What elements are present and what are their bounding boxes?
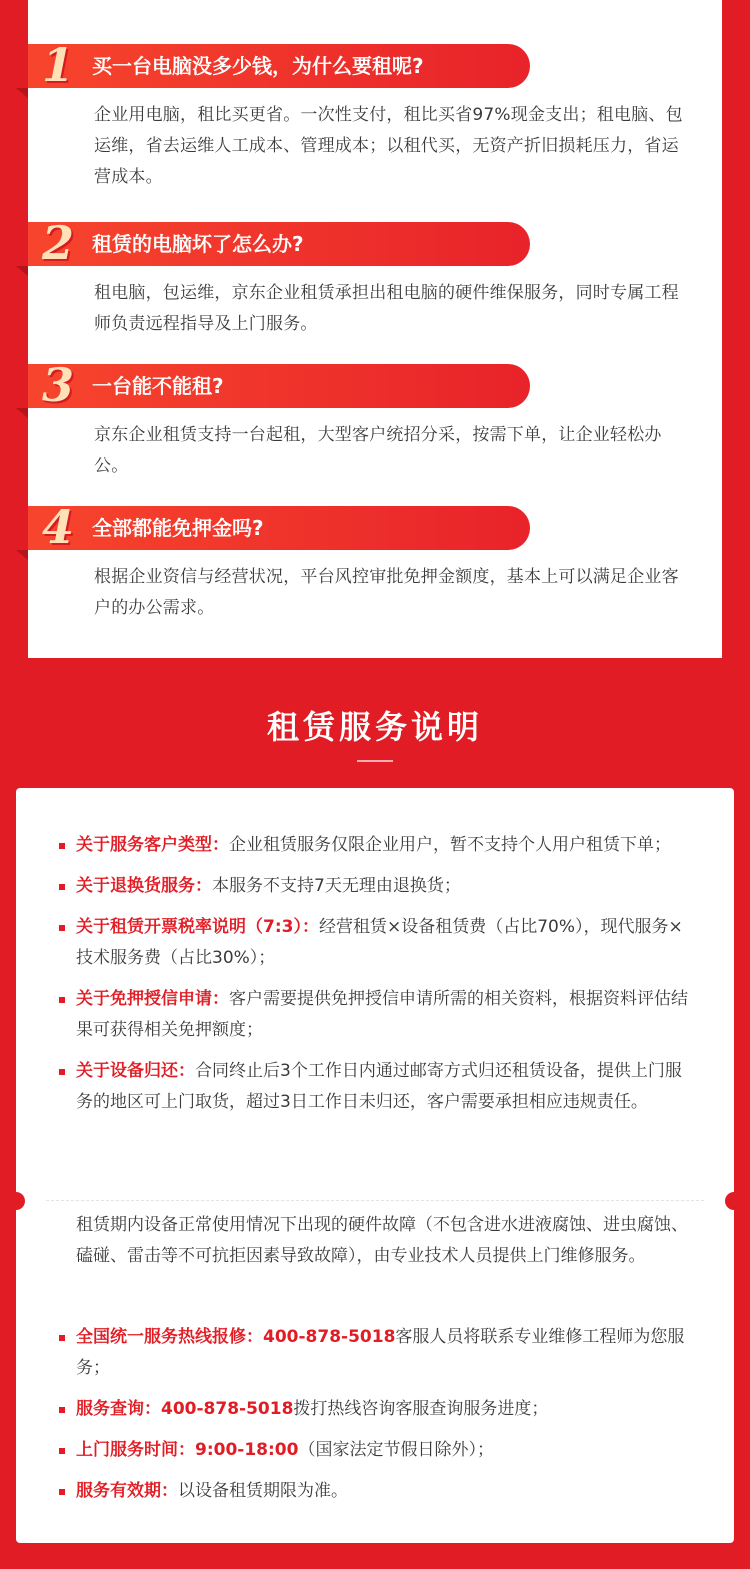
faq-item-3 xyxy=(28,358,722,482)
list-item xyxy=(76,1394,688,1425)
list-item xyxy=(76,912,688,974)
faq-answer: 企业用电脑，租比买更省。一次性支付，租比买省97%现金支出；租电脑、包运维，省去运维人工成本、管理成本；以租代买，无资产折旧损耗压力，省运营成本。 xyxy=(94,105,683,187)
rule-key: 关于设备归还： xyxy=(76,1061,195,1081)
rule-text: 客户需要提供免押授信申请所需的相关资料，根据资料评估结果可获得相关免押额度； xyxy=(76,989,688,1040)
faq-number: 4 xyxy=(42,500,75,554)
dashed-divider xyxy=(46,1200,704,1201)
contact-key: 服务查询：400-878-5018 xyxy=(76,1399,294,1419)
rule-text: 合同终止后3个工作日内通过邮寄方式归还租赁设备，提供上门服务的地区可上门取货，超过3日工作日未归还，客户需要承担相应违规责任。 xyxy=(76,1061,682,1112)
faq-question-banner xyxy=(28,358,530,412)
faq-question: 租赁的电脑坏了怎么办? xyxy=(92,232,304,256)
rule-key: 关于退换货服务： xyxy=(76,876,212,896)
faq-question-banner xyxy=(28,500,530,554)
rule-key: 关于服务客户类型： xyxy=(76,835,229,855)
rule-key: 关于租赁开票税率说明（7:3）： xyxy=(76,917,319,937)
contact-key: 上门服务时间：9:00-18:00 xyxy=(76,1440,299,1460)
contact-text: 客服人员将联系专业维修工程师为您服务； xyxy=(76,1327,685,1378)
contact-text: 拨打热线咨询客服查询服务进度； xyxy=(293,1399,549,1419)
list-item xyxy=(76,1476,688,1507)
faq-answer: 京东企业租赁支持一台起租，大型客户统招分采，按需下单，让企业轻松办公。 xyxy=(94,425,662,476)
contact-key: 服务有效期： xyxy=(76,1481,178,1501)
contact-key: 全国统一服务热线报修：400-878-5018 xyxy=(76,1327,396,1347)
title-divider xyxy=(357,760,393,762)
list-item xyxy=(76,1435,688,1466)
rule-text: 本服务不支持7天无理由退换货； xyxy=(212,876,461,896)
ticket-notch-left xyxy=(7,1192,25,1210)
list-item xyxy=(76,871,688,902)
rules-list xyxy=(76,830,688,1128)
faq-number: 1 xyxy=(42,38,75,92)
faq-question: 买一台电脑没多少钱，为什么要租呢? xyxy=(92,54,424,78)
faq-item-4 xyxy=(28,500,722,624)
section-title: 租赁服务说明 xyxy=(266,708,483,746)
rule-key: 关于免押授信申请： xyxy=(76,989,229,1009)
faq-item-2 xyxy=(28,216,722,340)
faq-question: 一台能不能租? xyxy=(92,374,224,398)
faq-answer: 租电脑，包运维，京东企业租赁承担出租电脑的硬件维保服务，同时专属工程师负责远程指导及上门服务。 xyxy=(94,283,679,334)
faq-question: 全部都能免押金吗? xyxy=(92,516,264,540)
list-item xyxy=(76,830,688,861)
contacts-list xyxy=(76,1322,688,1517)
faq-number: 3 xyxy=(42,358,75,412)
contact-text: （国家法定节假日除外）； xyxy=(298,1440,494,1460)
list-item xyxy=(76,1056,688,1118)
faq-question-banner xyxy=(28,38,530,92)
faq-question-banner xyxy=(28,216,530,270)
repair-intro: 租赁期内设备正常使用情况下出现的硬件故障（不包含进水进液腐蚀、进虫腐蚀、磕碰、雷击等不可抗拒因素导致故障），由专业技术人员提供上门维修服务。 xyxy=(76,1215,688,1266)
list-item xyxy=(76,1322,688,1384)
faq-item-1 xyxy=(28,38,722,193)
faq-number: 2 xyxy=(42,216,75,270)
rule-text: 企业租赁服务仅限企业用户，暂不支持个人用户租赁下单； xyxy=(229,835,671,855)
service-info-card xyxy=(16,788,734,1543)
contact-text: 以设备租赁期限为准。 xyxy=(178,1481,348,1501)
faq-card xyxy=(28,0,722,658)
rule-text: 经营租赁×设备租赁费（占比70%），现代服务×技术服务费（占比30%）； xyxy=(76,917,683,968)
faq-answer: 根据企业资信与经营状况，平台风控审批免押金额度，基本上可以满足企业客户的办公需求。 xyxy=(94,567,679,618)
ticket-notch-right xyxy=(725,1192,743,1210)
list-item xyxy=(76,984,688,1046)
